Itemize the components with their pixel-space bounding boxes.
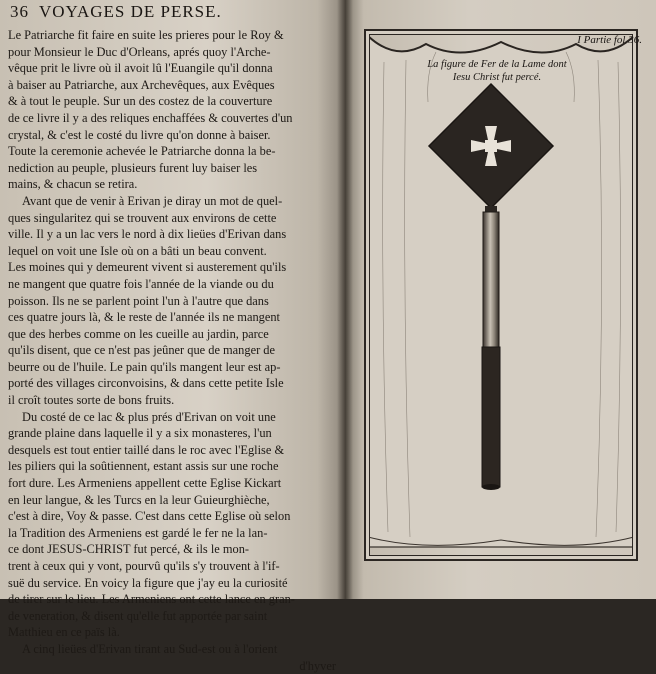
page-number: 36: [10, 2, 29, 21]
text-line: il croît toutes sorte de bons fruits.: [8, 393, 175, 408]
text-line: Le Patriarche fit faire en suite les prieres pour le Roy &: [8, 28, 284, 42]
text-line: Avant que de venir à Erivan je diray un mot de quel-: [22, 193, 283, 208]
text-line: poisson. Ils ne se parlent point l'un à l'autre que dans: [8, 293, 269, 308]
body-text: [8, 27, 340, 674]
plate-title-line-2: Iesu Christ fut percé.: [452, 72, 542, 83]
text-line: beurre ou de l'huile. Le pain qu'ils mangent leur est ap-: [8, 359, 281, 374]
text-line: que des herbes comme on les cueille au jardin, parce: [8, 326, 269, 341]
text-line: Du costé de ce lac & plus prés d'Erivan on voit une: [22, 409, 276, 424]
text-line: à baiser au Patriarche, aux Archevêques, aux Evêques: [8, 77, 275, 92]
text-line: Toute la ceremonie achevée le Patriarche donna la be-: [8, 144, 276, 159]
text-line: de veneration, & disent qu'elle fut apportée par saint: [8, 608, 268, 623]
text-line: & à tout le peuple. Sur un des costez de la couverture: [8, 94, 273, 109]
text-line: c'est à dire, Voy & passe. C'est dans cette Eglise où selon: [8, 509, 291, 524]
text-line: de ce livre il y a des reliques enchaffées & couvertes d'un: [8, 110, 293, 125]
right-page: [345, 0, 656, 599]
text-line: nediction au peuple, plusieurs furent luy baiser les: [8, 160, 258, 175]
text-line: trent à ceux qui y vont, pourvû qu'ils s'y trouvent à l'if-: [8, 559, 280, 573]
text-line: porté des villages circonvoisins, & dans cette petite Isle: [8, 376, 284, 391]
text-line: ville. Il y a un lac vers le nord à dix lieües d'Erivan dans: [8, 227, 287, 242]
text-line: ce dont JESUS-CHRIST fut percé, & ils le mon-: [8, 542, 250, 557]
text-line: ces quatre jours là, & le reste de l'année ils ne mangent: [8, 310, 280, 325]
book-gutter: [337, 0, 353, 599]
text-line: grande plaine dans laquelle il y a six monasteres, l'un: [8, 426, 272, 441]
text-line: A cinq lieües d'Erivan tirant au Sud-est ou à l'orient: [22, 641, 278, 656]
text-line: pour Monsieur le Duc d'Orleans, aprés quoy l'Arche-: [8, 44, 271, 59]
text-line: Les moines qui y demeurent vivent si austerement qu'ils: [8, 260, 287, 275]
text-line: desquels est tout entier taillé dans le roc avec l'Eglise &: [8, 442, 285, 457]
running-head: [10, 2, 340, 24]
text-line: vêque prit le livre où il avoit lû l'Euangile qu'il donna: [8, 61, 273, 76]
lance-shaft-upper: [483, 212, 499, 347]
plate-title-line-1: La figure de Fer de la Lame dont: [427, 59, 567, 70]
text-line: crystal, & c'est le costé du livre qu'on donne à baiser.: [8, 127, 271, 142]
running-head-title: VOYAGES DE PERSE.: [39, 2, 222, 21]
text-line: lequel on voit une Isle où on a bâti un beau convent.: [8, 243, 267, 258]
holy-lance-illustration: [345, 0, 656, 599]
text-line: qu'ils disent, que ce n'est pas jeûner que de manger de: [8, 343, 275, 358]
plate-reference: I Partie fol 36.: [577, 34, 642, 46]
text-line: suë du service. En voicy la figure que j'ay eu la curiosité: [8, 575, 288, 590]
text-line: Matthieu en ce païs là.: [8, 625, 120, 640]
text-line: mains, & chacun se retira.: [8, 177, 138, 192]
text-line: ques singularitez qui se trouvent aux environs de cette: [8, 210, 277, 225]
text-line: les piliers qui la soûtiennent, estant assis sur une roche: [8, 459, 279, 474]
text-line: de tirer sur le lieu. Les Armeniens ont cette lance en gran-: [8, 592, 295, 607]
text-line: fort dure. Les Armeniens appellent cette Eglise Kickart: [8, 476, 282, 491]
text-line: en leur langue, & les Turcs en la leur Guieurghièche,: [8, 492, 270, 507]
text-line: la Tradition des Armeniens est gardé le fer ne la lan-: [8, 525, 268, 540]
text-line: ne mangent que quatre fois l'année de la viande ou du: [8, 276, 274, 291]
text-line: d'hyver: [299, 658, 336, 673]
lance-shaft-lower: [482, 347, 500, 487]
lance-neck: [485, 206, 497, 212]
